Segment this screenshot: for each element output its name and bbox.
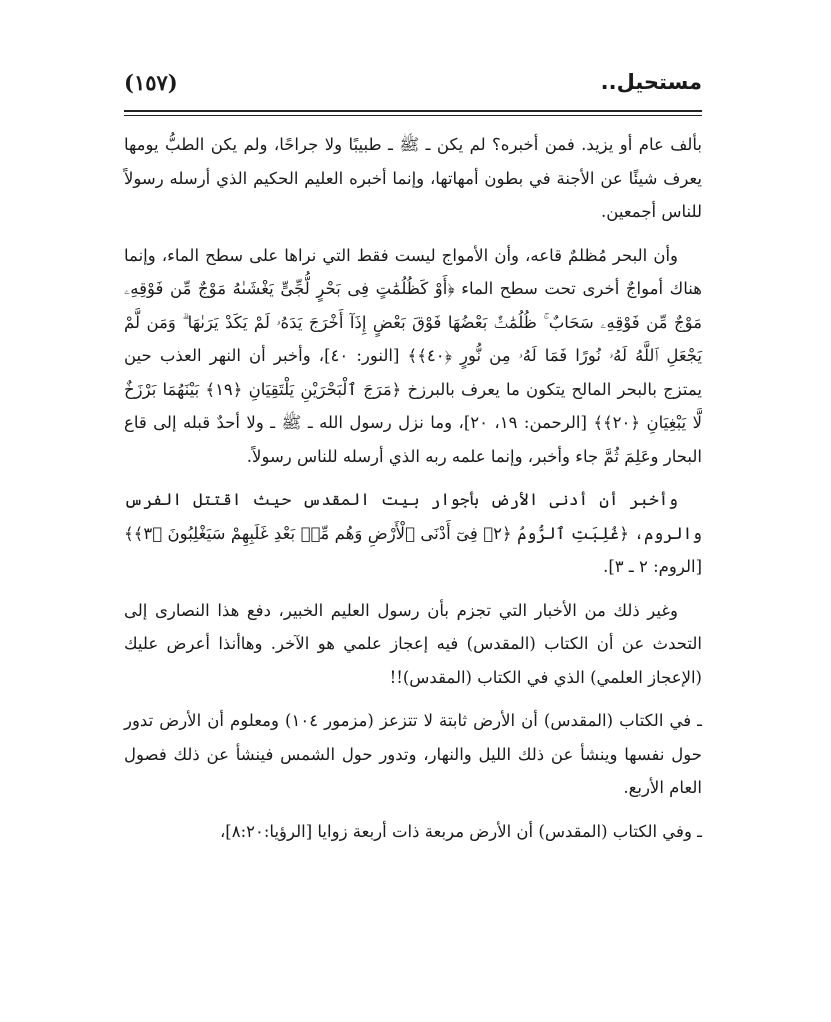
page-number: (١٥٧) <box>124 69 178 95</box>
page-header <box>124 60 702 104</box>
paragraph-embryology: بألف عام أو يزيد. فمن أخبره؟ لم يكن ـ ﷺ ـ طبيبًا ولا جراحًا، ولم يكن الطبُّ يومها يعرف شيئًا عن الأجنة في بطون أمهاتها، وإنما أخبره العليم الحكيم الذي أرسله رسولاً للناس أجمعين. <box>124 135 702 221</box>
paragraph-romans: وأخبر أن أدنى الأرض بأجوار بيت المقدس حيث اقتتل الفرس والروم، ﴿غُلِبَتِ ٱلرُّومُ ﴿٢﴾ فِىٓ أَدْنَى ٱلْأَرْضِ وَهُم مِّنۢ بَعْدِ غَلَبِهِمْ سَيَغْلِبُونَ ﴿٣﴾﴾ [الروم: ٢ ـ ٣]. <box>124 490 702 576</box>
paragraph-earth-fixed: ـ في الكتاب (المقدس) أن الأرض ثابتة لا تتزعز (مزمور ١٠٤) ومعلوم أن الأرض تدور حول نفسها وينشأ عن ذلك الليل والنهار، وتدور حول الشمس فينشأ عن ذلك فصول العام الأربع. <box>124 711 702 797</box>
header-rule-thick <box>124 110 702 112</box>
book-page <box>124 60 702 858</box>
paragraph-earth-square: ـ وفي الكتاب (المقدس) أن الأرض مربعة ذات أربعة زوايا [الرؤيا:٨:٢٠]، <box>219 821 702 841</box>
running-title: مستحيل.. <box>600 70 702 94</box>
page-body <box>124 128 702 848</box>
paragraph-sea-waves: وأن البحر مُظلمٌ قاعه، وأن الأمواج ليست فقط التي نراها على سطح الماء، وإنما هناك أمواجٌ أخرى تحت سطح الماء ﴿أَوْ كَظُلُمَٰتٍ فِى بَحْرٍ لُّجِّىٍّ يَغْشَىٰهُ مَوْجٌ مِّن فَوْقِهِۦ مَوْجٌ مِّن فَوْقِهِۦ سَحَابٌ ۚ ظُلُمَٰتٌۢ بَعْضُهَا فَوْقَ بَعْضٍ إِذَآ أَخْرَجَ يَدَهُۥ لَمْ يَكَدْ يَرَىٰهَا ۗ وَمَن لَّمْ يَجْعَلِ ٱللَّهُ لَهُۥ نُورًا فَمَا لَهُۥ مِن نُّورٍ ﴿٤٠﴾﴾ [النور: ٤٠]، وأخبر أن النهر العذب حين يمتزج بالبحر المالح يتكون ما يعرف بالبرزخ ﴿مَرَجَ ٱلْبَحْرَيْنِ يَلْتَقِيَانِ ﴿١٩﴾ بَيْنَهُمَا بَرْزَخٌ لَّا يَبْغِيَانِ ﴿٢٠﴾﴾ [الرحمن: ١٩، ٢٠]، وما نزل رسول الله ـ ﷺ ـ ولا أحدٌ قبله إلى قاع البحار وعَلِمَ ثُمَّ جاء وأخبر، وإنما علمه ربه الذي أرسله للناس رسولاً. <box>124 245 703 466</box>
paragraph-scientific-miracle: وغير ذلك من الأخبار التي تجزم بأن رسول العليم الخبير، دفع هذا النصارى إلى التحدث عن أن الكتاب (المقدس) فيه إعجاز علمي هو الآخر. وهاأنذا أعرض عليك (الإعجاز العلمي) الذي في الكتاب (المقدس)!! <box>124 600 702 687</box>
header-rule-thin <box>124 115 702 116</box>
